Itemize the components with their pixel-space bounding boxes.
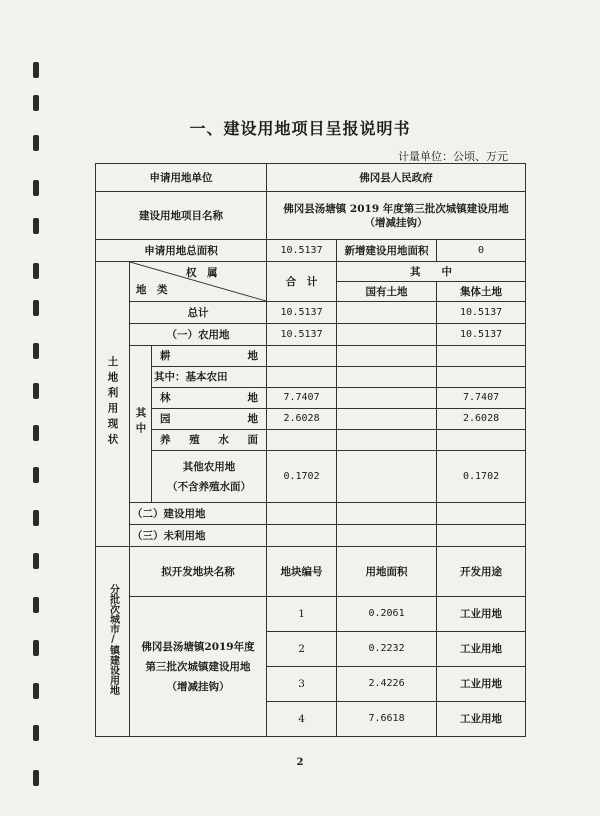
cell-state (337, 430, 437, 451)
plot-use: 工业用地 (437, 702, 526, 737)
batch-header-area: 用地面积 (337, 547, 437, 597)
cell-collective: 7.7407 (437, 388, 526, 409)
table-row (96, 547, 526, 597)
project-name-value (267, 192, 526, 240)
cell-total: 0.1702 (267, 451, 337, 503)
cell-collective (437, 503, 526, 525)
plot-number: 2 (267, 632, 337, 667)
cell-state (337, 346, 437, 367)
among-header: 其 中 (337, 262, 526, 282)
binder-mark (33, 300, 39, 316)
plot-use: 工业用地 (437, 632, 526, 667)
cell-collective: 10.5137 (437, 324, 526, 346)
plot-area: 0.2232 (337, 632, 437, 667)
binder-mark (33, 62, 39, 78)
sub-among-label (130, 346, 152, 503)
total-area-value: 10.5137 (267, 240, 337, 262)
binder-mark (33, 263, 39, 279)
cell-collective: 2.6028 (437, 409, 526, 430)
binder-mark (33, 553, 39, 569)
cell-total (267, 367, 337, 388)
cell-total: 7.7407 (267, 388, 337, 409)
applicant-value: 佛冈县人民政府 (267, 164, 526, 192)
total-header: 合 计 (267, 262, 337, 302)
plot-use: 工业用地 (437, 667, 526, 702)
batch-section-label (96, 547, 130, 737)
cell-state (337, 367, 437, 388)
land-use-section-text: 土地利用现状 (106, 355, 119, 449)
land-use-section-label (96, 262, 130, 547)
table-row (96, 346, 526, 367)
cell-state (337, 503, 437, 525)
binder-mark (33, 180, 39, 196)
binder-mark (33, 597, 39, 613)
row-label: 林 地 (152, 388, 267, 409)
batch-header-number: 地块编号 (267, 547, 337, 597)
table-row (96, 302, 526, 324)
table-row (96, 367, 526, 388)
ownership-header: 权 属 (186, 267, 218, 279)
binder-mark (33, 725, 39, 741)
binder-mark (33, 770, 39, 786)
project-name-label: 建设用地项目名称 (96, 192, 267, 240)
batch-header-use: 开发用途 (437, 547, 526, 597)
unit-label: 计量单位：公顷、万元 (398, 150, 508, 163)
cell-total (267, 430, 337, 451)
cell-state (337, 409, 437, 430)
table-row (96, 597, 526, 632)
binder-mark (33, 467, 39, 483)
table-row (96, 388, 526, 409)
binder-mark (33, 343, 39, 359)
table-row (96, 164, 526, 192)
plot-number: 4 (267, 702, 337, 737)
batch-name-line: 第三批次城镇建设用地 (145, 660, 251, 673)
cell-total (267, 346, 337, 367)
binder-mark (33, 425, 39, 441)
cell-state (337, 324, 437, 346)
cell-total (267, 503, 337, 525)
binder-mark (33, 383, 39, 399)
diagonal-header-cell (130, 262, 267, 302)
table-row (96, 192, 526, 240)
table-row (96, 409, 526, 430)
batch-header-name: 拟开发地块名称 (130, 547, 267, 597)
new-area-label: 新增建设用地面积 (337, 240, 437, 262)
row-label: 耕 地 (152, 346, 267, 367)
table-row (96, 525, 526, 547)
plot-area: 0.2061 (337, 597, 437, 632)
project-name-line: （增减挂钩） (364, 216, 428, 229)
cell-state (337, 302, 437, 324)
cell-total: 10.5137 (267, 302, 337, 324)
batch-name-line: （增减挂钩） (166, 680, 230, 693)
row-label: 养 殖 水 面 (152, 430, 267, 451)
state-owned-header: 国有土地 (337, 282, 437, 302)
page-title: 一、建设用地项目呈报说明书 (189, 119, 411, 138)
applicant-label: 申请用地单位 (96, 164, 267, 192)
row-label: 其中：基本农田 (152, 367, 267, 388)
plot-use: 工业用地 (437, 597, 526, 632)
project-name-line: 佛冈县汤塘镇 2019 年度第三批次城镇建设用地 (283, 202, 509, 215)
row-label: （三）未利用地 (130, 525, 267, 547)
cell-collective (437, 367, 526, 388)
cell-collective: 0.1702 (437, 451, 526, 503)
batch-name (130, 597, 267, 737)
plot-number: 3 (267, 667, 337, 702)
cell-state (337, 388, 437, 409)
batch-section-text: 分批次城市/镇建设用地 (107, 584, 119, 695)
batch-name-line: 佛冈县汤塘镇2019年度 (141, 640, 255, 653)
cell-collective: 10.5137 (437, 302, 526, 324)
cell-total: 10.5137 (267, 324, 337, 346)
table-row (96, 451, 526, 503)
table-row (96, 262, 526, 282)
page-number: 2 (296, 757, 304, 768)
row-label: 总计 (130, 302, 267, 324)
table-row (96, 240, 526, 262)
collective-header: 集体土地 (437, 282, 526, 302)
plot-area: 7.6618 (337, 702, 437, 737)
category-header: 地 类 (136, 284, 168, 296)
binder-mark (33, 218, 39, 234)
plot-number: 1 (267, 597, 337, 632)
binder-mark (33, 510, 39, 526)
other-farm-line: （不含养殖水面） (167, 480, 252, 493)
other-farm-line: 其他农用地 (182, 460, 236, 473)
cell-total: 2.6028 (267, 409, 337, 430)
binder-mark (33, 640, 39, 656)
cell-collective (437, 430, 526, 451)
row-label: （一）农用地 (130, 324, 267, 346)
cell-collective (437, 346, 526, 367)
table-row (96, 430, 526, 451)
row-label (152, 451, 267, 503)
table-row (96, 324, 526, 346)
total-area-label: 申请用地总面积 (96, 240, 267, 262)
plot-area: 2.4226 (337, 667, 437, 702)
row-label: 园 地 (152, 409, 267, 430)
cell-state (337, 525, 437, 547)
binder-mark (33, 95, 39, 111)
land-use-table (95, 163, 526, 737)
new-area-value: 0 (437, 240, 526, 262)
cell-state (337, 451, 437, 503)
binder-mark (33, 683, 39, 699)
sub-among-text: 其中 (134, 406, 147, 438)
cell-collective (437, 525, 526, 547)
table-row (96, 503, 526, 525)
row-label: （二）建设用地 (130, 503, 267, 525)
cell-total (267, 525, 337, 547)
